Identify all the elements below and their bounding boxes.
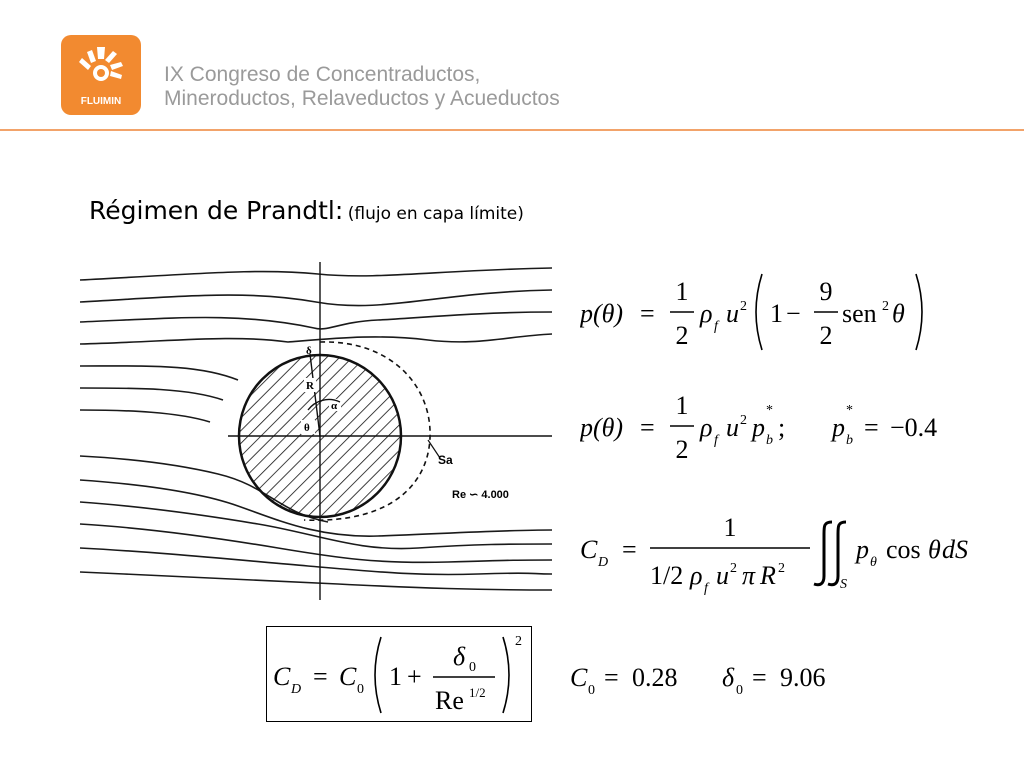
eq2-u: u [726, 413, 739, 442]
equation-pressure-distribution [580, 268, 940, 358]
eq1-u: u [726, 299, 739, 328]
conference-title-line2: Mineroductos, Relaveductos y Acueductos [164, 87, 560, 110]
eq4-plus: + [407, 662, 422, 691]
flow-around-cylinder-figure [78, 262, 552, 600]
const-d0-label: δ [722, 663, 735, 692]
eq1-frac-num: 1 [675, 277, 689, 306]
eq2-pow: 2 [740, 413, 747, 428]
const-c0-value: 0.28 [632, 663, 678, 692]
eq2-p-sub: b [766, 433, 773, 448]
eq1-num9: 9 [819, 277, 833, 306]
eq4-c0-sub: 0 [357, 682, 364, 697]
header-divider [0, 129, 1024, 131]
eq3-equals: = [622, 535, 637, 564]
const-c0-equals: = [604, 663, 619, 692]
eq3-rho-sub: f [704, 581, 708, 596]
eq3-c-sub: D [598, 555, 609, 570]
eq2-p: p [752, 413, 765, 442]
eq1-den2: 2 [819, 321, 833, 350]
eq3-r-pow: 2 [778, 561, 785, 576]
equation-constants [570, 656, 860, 696]
eq2-star: * [766, 403, 773, 418]
eq3-rho: ρ [690, 561, 703, 590]
equation-drag-correlation [267, 627, 529, 719]
eq4-re: Re [435, 686, 464, 715]
eq1-sen: sen [842, 299, 877, 328]
eq2-rho: ρ [700, 413, 713, 442]
eq4-re-pow: 1/2 [469, 685, 486, 700]
eq3-num: 1 [723, 513, 737, 542]
eq1-pow: 2 [740, 299, 747, 314]
slide-title-sub: (flujo en capa límite) [347, 204, 524, 224]
eq2-semicolon: ; [778, 413, 786, 442]
eq3-cos: cos [886, 535, 921, 564]
label-theta: θ [304, 422, 310, 434]
eq1-theta: θ [892, 299, 905, 328]
const-d0-equals: = [752, 663, 767, 692]
eq3-pi: π [742, 561, 756, 590]
eq4-c-sub: D [291, 682, 302, 697]
const-c0-label: C [570, 663, 588, 692]
eq4-delta: δ [453, 642, 466, 671]
const-c0-sub: 0 [588, 683, 595, 696]
boxed-drag-correlation [266, 626, 532, 722]
eq1-rho: ρ [700, 299, 713, 328]
eq4-one: 1 [389, 662, 402, 691]
eq2-equals2: = [864, 413, 879, 442]
eq3-u-pow: 2 [730, 561, 737, 576]
equation-pressure-coefficient [580, 392, 960, 472]
eq1-rho-sub: f [714, 319, 718, 334]
label-reynolds: Re ∽ 4.000 [452, 489, 509, 501]
eq3-ds: dS [942, 535, 968, 564]
double-integral-icon [814, 522, 846, 585]
eq4-c: C [273, 662, 291, 691]
eq3-theta: θ [928, 535, 941, 564]
eq3-p-sub: θ [870, 555, 877, 570]
eq3-r: R [760, 561, 776, 590]
label-alpha: α [331, 400, 338, 412]
eq2-pb: p [832, 413, 845, 442]
eq2-rho-sub: f [714, 433, 718, 448]
slide-title [89, 196, 524, 225]
eq3-den-half: 1/2 [650, 561, 684, 590]
eq2-pb-sub: b [846, 433, 853, 448]
eq2-equals: = [640, 413, 655, 442]
eq2-frac-num: 1 [675, 392, 689, 420]
eq4-delta-sub: 0 [469, 660, 476, 675]
equation-drag-coefficient-integral [580, 512, 990, 596]
slide-header [0, 0, 1024, 132]
label-sa: Sa [438, 453, 453, 467]
eq4-outer-pow: 2 [515, 634, 522, 649]
const-d0-sub: 0 [736, 683, 743, 696]
eq3-c: C [580, 535, 598, 564]
eq1-one: 1 [770, 299, 783, 328]
eq1-sen-pow: 2 [882, 299, 889, 314]
label-r: R [306, 380, 314, 392]
eq1-equals: = [640, 299, 655, 328]
eq1-lhs: p(θ) [580, 299, 624, 328]
eq2-pb-star: * [846, 403, 853, 418]
eq3-s: S [840, 577, 847, 592]
eq2-value: −0.4 [890, 413, 938, 442]
eq4-c0: C [339, 662, 357, 691]
eq1-frac-den: 2 [675, 321, 689, 350]
const-d0-value: 9.06 [780, 663, 826, 692]
eq3-p: p [856, 535, 869, 564]
label-delta: δ [306, 345, 312, 357]
eq4-equals: = [313, 662, 328, 691]
conference-title [164, 63, 560, 111]
slide-title-main: Régimen de Prandtl: [89, 196, 344, 225]
eq3-u: u [716, 561, 729, 590]
eq1-minus: − [786, 299, 801, 328]
eq2-frac-den: 2 [675, 435, 689, 464]
logo-text: FLUIMIN [80, 96, 122, 107]
eq2-lhs: p(θ) [580, 413, 624, 442]
conference-title-line1: IX Congreso de Concentraductos, [164, 63, 481, 86]
fluimin-logo [61, 35, 141, 115]
